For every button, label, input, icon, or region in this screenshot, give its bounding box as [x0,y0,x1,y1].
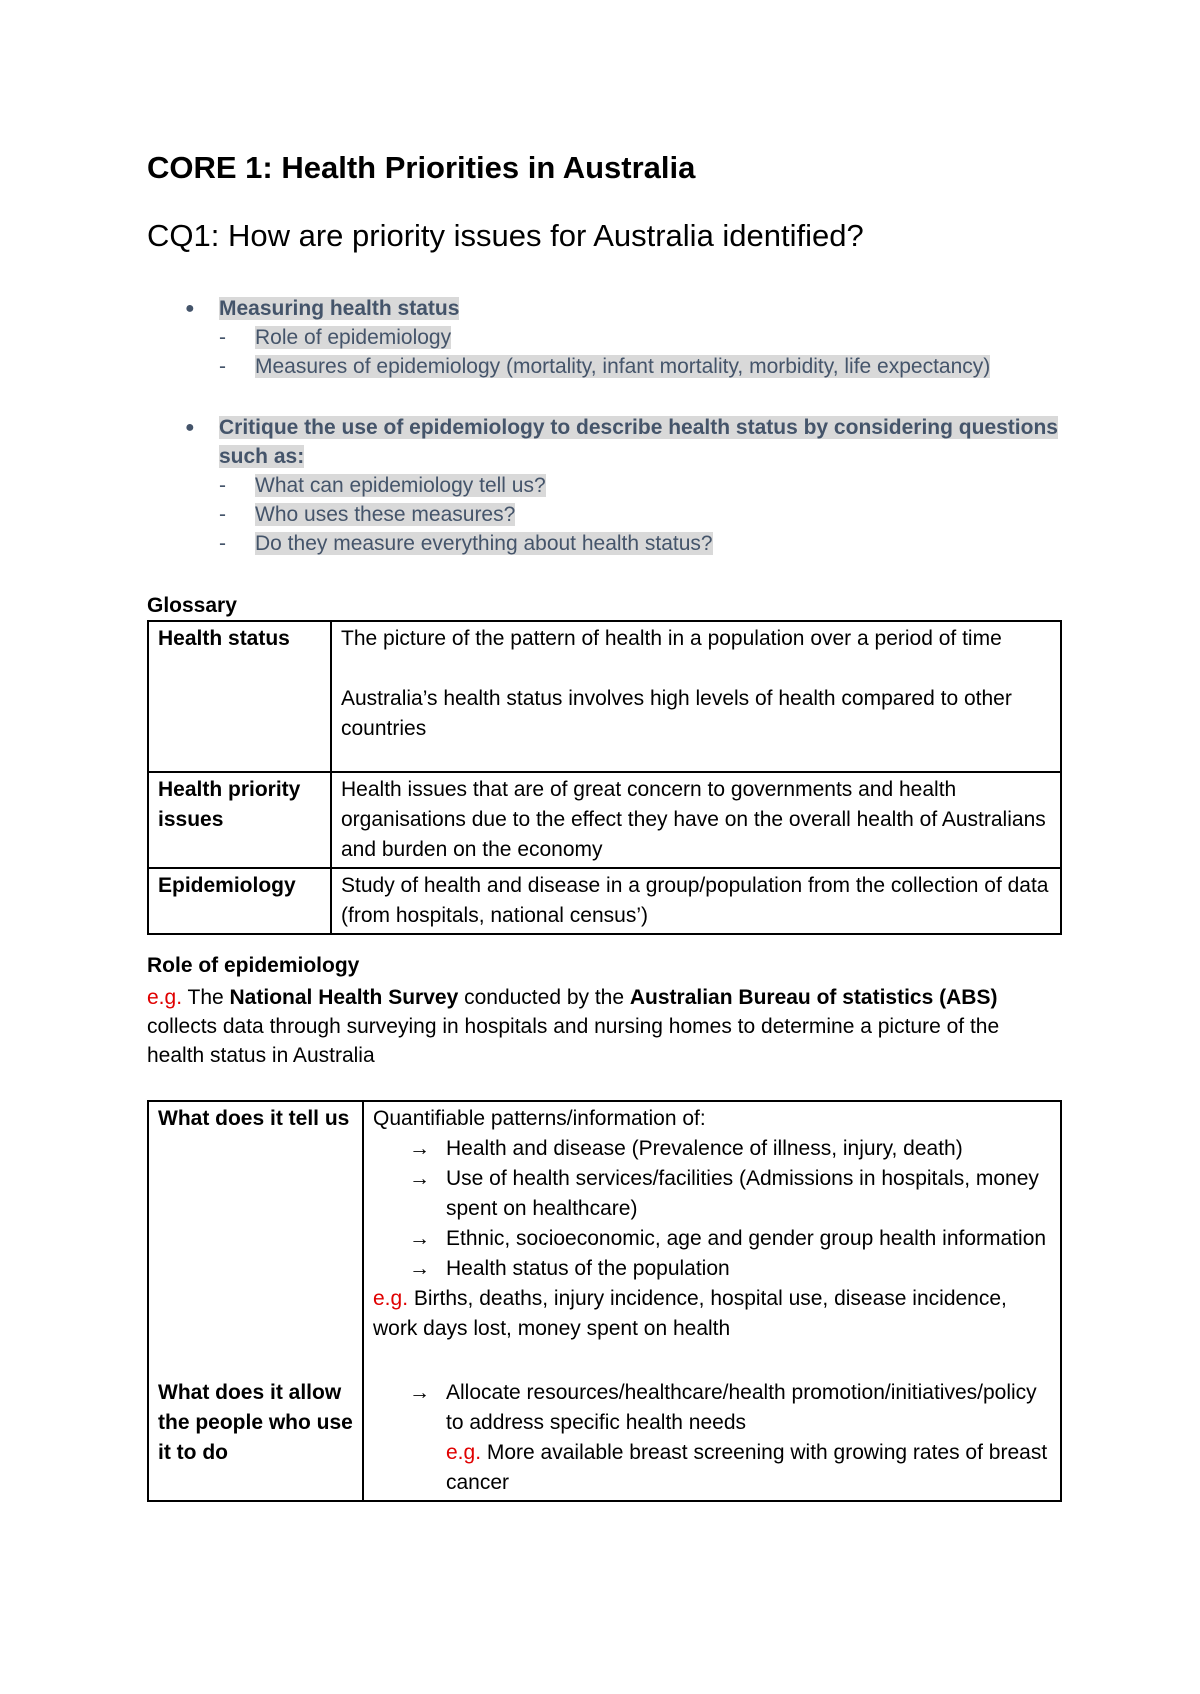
syllabus-subitem-text: Do they measure everything about health status? [255,532,713,555]
syllabus-subitem-text: Who uses these measures? [255,503,516,526]
arrow-icon: → [409,1137,430,1160]
glossary-definition: Health issues that are of great concern to governments and health organisations due to the effect they have on the overall health of Australians and burden on the economy [331,772,1061,868]
list-item: → Use of health services/facilities (Admissions in hospitals, money spent on healthcare) [373,1164,1051,1224]
table-row [148,1101,1061,1376]
syllabus-bullet [147,413,1062,442]
syllabus-bullet-continued [147,442,1062,471]
dash-icon: - [219,503,226,526]
example-text: e.g. Births, deaths, injury incidence, hospital use, disease incidence, work days lost, money spent on health [373,1287,1007,1340]
eg-label: e.g. [373,1287,409,1310]
glossary-term: Health priority issues [148,772,331,868]
arrow-icon: → [409,1227,430,1250]
dash-icon: - [219,474,226,497]
role-paragraph: e.g. The National Health Survey conducted by the Australian Bureau of statistics (ABS) collects data through surveying in hospitals and nursing homes to determine a picture of the health status in Australia [147,986,1000,1067]
glossary-term: Epidemiology [148,868,331,934]
dash-icon: - [219,355,226,378]
syllabus-subitem [147,500,1062,529]
glossary-term: Health status [148,621,331,772]
list-item: → Allocate resources/healthcare/health promotion/initiatives/policy to address specific health needs e.g. More available breast screening with growing rates of breast cancer [373,1378,1051,1498]
syllabus-heading: Critique the use of epidemiology to describe health status by considering questions [219,416,1058,439]
row-label: What does it tell us [148,1101,363,1376]
row-label: What does it allow the people who use it to do [148,1376,363,1501]
syllabus-point-1 [147,294,1062,381]
syllabus-point-2 [147,413,1062,558]
syllabus-bullet [147,294,1062,323]
glossary-heading: Glossary [147,594,237,617]
syllabus-subitem-text: Measures of epidemiology (mortality, infant mortality, morbidity, life expectancy) [255,355,991,378]
critical-question: CQ1: How are priority issues for Australia identified? [147,218,864,253]
page-title: CORE 1: Health Priorities in Australia [147,150,696,185]
syllabus-subitem [147,323,1062,352]
glossary-definition [331,621,1061,772]
definition-text: The picture of the pattern of health in a population over a period of time [341,627,1002,650]
table-row [148,621,1061,772]
role-heading: Role of epidemiology [147,954,360,977]
dash-icon: - [219,532,226,555]
row-content [363,1376,1061,1501]
syllabus-subitem-text: Role of epidemiology [255,326,452,349]
arrow-icon: → [409,1381,430,1404]
table-row [148,1376,1061,1501]
eg-label: e.g. [147,986,183,1009]
content-intro: Quantifiable patterns/information of: [373,1107,706,1130]
syllabus-subitem-text: What can epidemiology tell us? [255,474,546,497]
eg-label: e.g. [446,1441,482,1464]
table-row [148,868,1061,934]
arrow-icon: → [409,1167,430,1190]
syllabus-subitem [147,529,1062,558]
syllabus-heading: Measuring health status [219,297,460,320]
syllabus-heading: such as: [219,445,305,468]
table-row [148,772,1061,868]
row-content [363,1101,1061,1376]
abs-name: Australian Bureau of statistics (ABS) [629,986,998,1009]
epidemiology-table [147,1100,1062,1502]
glossary-definition: Study of health and disease in a group/population from the collection of data (from hospitals, national census’) [331,868,1061,934]
definition-text: Australia’s health status involves high levels of health compared to other countries [341,687,1012,740]
bullet-icon: ● [185,300,195,317]
list-item: → Health status of the population [373,1254,1051,1284]
dash-icon: - [219,326,226,349]
list-item: → Health and disease (Prevalence of illness, injury, death) [373,1134,1051,1164]
survey-name: National Health Survey [229,986,459,1009]
syllabus-subitem [147,352,1062,381]
arrow-icon: → [409,1257,430,1280]
syllabus-subitem [147,471,1062,500]
glossary-table [147,620,1062,935]
list-item: → Ethnic, socioeconomic, age and gender group health information [373,1224,1051,1254]
bullet-icon: ● [185,419,195,436]
